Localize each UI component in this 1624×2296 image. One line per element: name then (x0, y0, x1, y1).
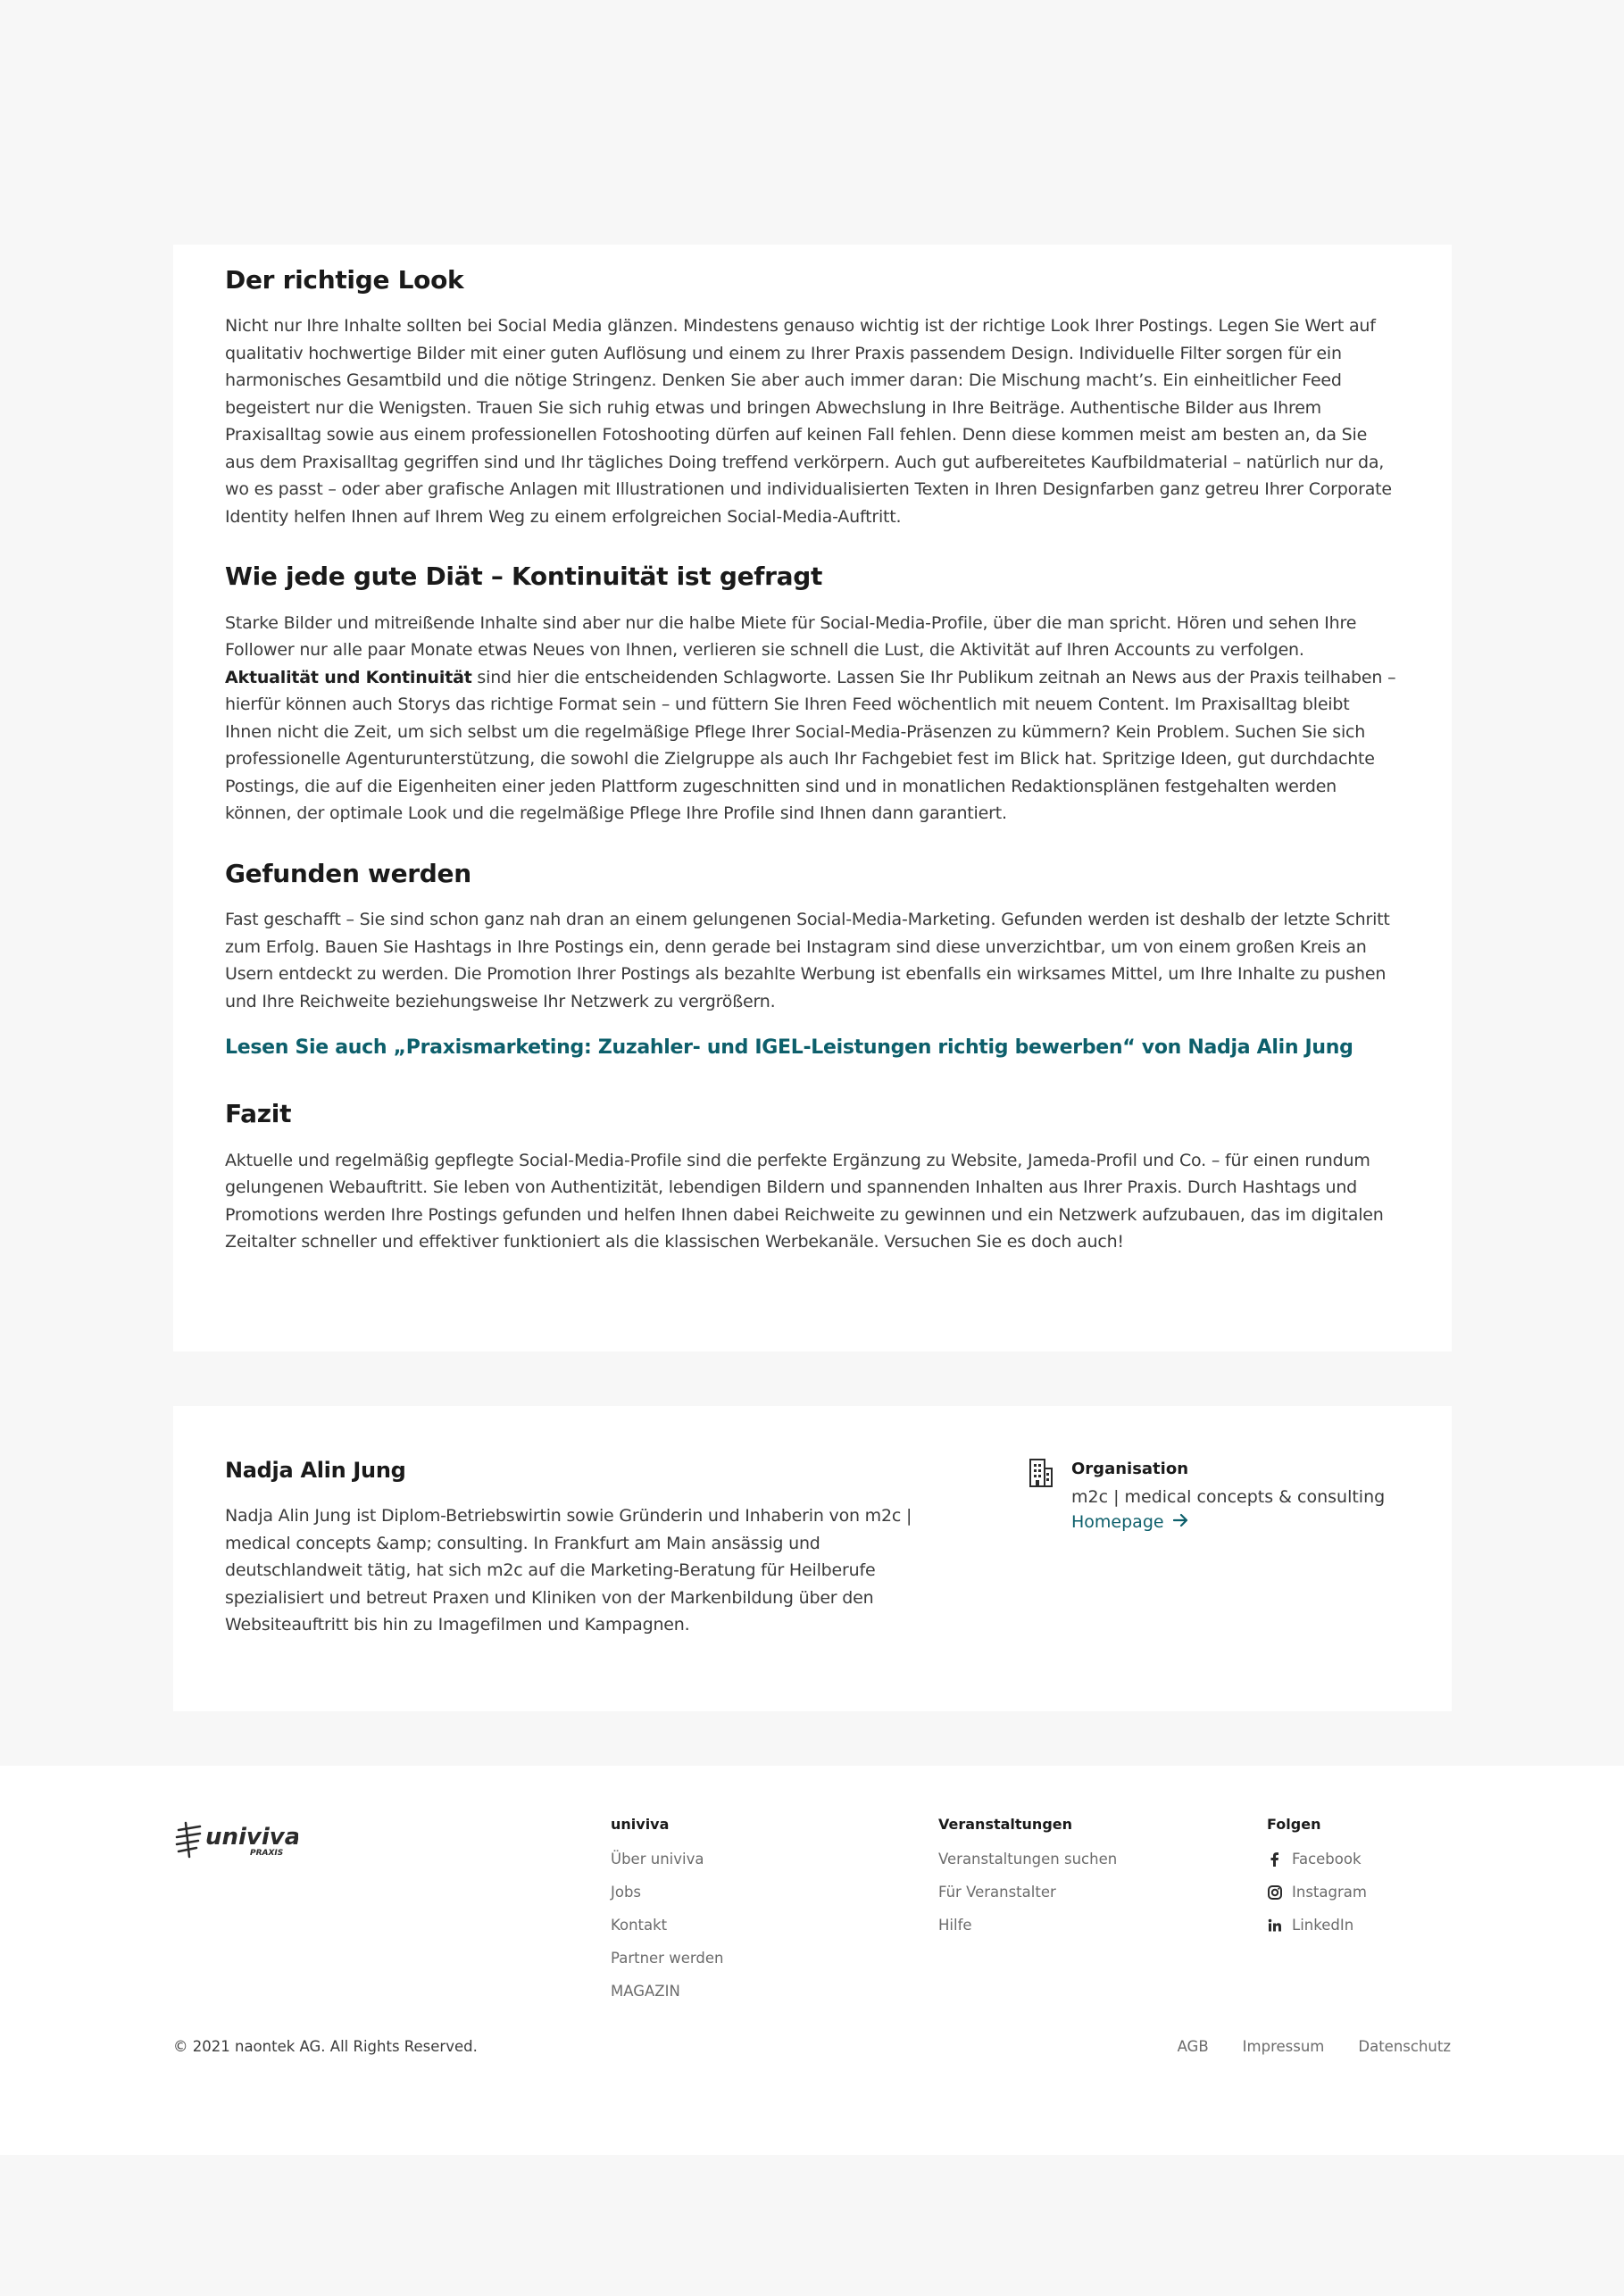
footer-link-about[interactable]: Über univiva (611, 1851, 704, 1868)
copyright: © 2021 naontek AG. All Rights Reserved. (173, 2038, 478, 2055)
section-paragraph: Aktuelle und regelmäßig gepflegte Social-Media-Profile sind die perfekte Ergänzung zu Website, Jameda-Profil und Co. – für einen rundum gelungenen Webauftritt. Sie leben von Authentizität, lebendigen Bildern und spannenden Inhalten aus Ihrer Praxis. Durch Hashtags und Promotions werden Ihre Postings gefunden und helfen Ihnen dabei Reichweite zu gewinnen und ein Netzwerk aufzubauen, das im digitalen Zeitalter schneller und effektiver funktioniert als die klassischen Werbekanäle. Versuchen Sie es doch auch! (225, 1150, 1384, 1252)
footer-col-follow (1267, 1816, 1367, 1950)
logo-text: univiva (205, 1824, 298, 1851)
article-section-conclusion (225, 1098, 1400, 1255)
homepage-link[interactable] (1071, 1512, 1189, 1532)
footer-col-events (938, 1816, 1117, 1950)
footer-link-contact[interactable]: Kontakt (611, 1917, 668, 1934)
section-paragraph: Fast geschafft – Sie sind schon ganz nah dran an einem gelungenen Social-Media-Marketing. Gefunden werden ist deshalb der letzte Schritt zum Erfolg. Bauen Sie Hashtags in Ihre Postings ein, denn gerade bei Instagram sind diese unverzichtbar, um von einem großen Kreis an Usern entdeckt zu werden. Die Promotion Ihrer Postings als bezahlte Werbung ist ebenfalls ein wirksames Mittel, um Ihre Inhalte zu pushen und Ihre Reichweite beziehungsweise Ihr Netzwerk zu vergrößern. (225, 910, 1390, 1011)
footer-link-list (611, 1851, 723, 2016)
section-paragraph: Nicht nur Ihre Inhalte sollten bei Social Media glänzen. Mindestens genauso wichtig ist der richtige Look Ihrer Postings. Legen Sie Wert auf qualitativ hochwertige Bilder mit einer guten Auflösung und einem zu Ihrer Praxis passendem Design. Individuelle Filter sorgen für ein harmonisches Gesamtbild und die nötige Stringenz. Denken Sie aber auch immer daran: Die Mischung macht’s. Ein einheitlicher Feed begeistert nur die Wenigsten. Trauen Sie sich ruhig etwas und bringen Abwechslung in Ihre Beiträge. Authentische Bilder aus Ihrem Praxisalltag sowie aus einem professionellen Fotoshooting dürfen auf keinen Fall fehlen. Denn diese kommen meist am besten an, da Sie aus dem Praxisalltag gegriffen sind und Ihr tägliches Doing treffend verkörpern. Auch gut aufbereitetes Kaufbildmaterial – natürlich nur da, wo es passt – oder aber grafische Anlagen mit Illustrationen und individualisierten Texten in Ihren Designfarben ganz getreu Ihrer Corporate Identity helfen Ihnen auf Ihrem Weg zu einem erfolgreichen Social-Media-Auftritt. (225, 316, 1392, 527)
footer (0, 1766, 1624, 2155)
instagram-icon (1267, 1884, 1283, 1901)
social-label: Facebook (1292, 1851, 1362, 1868)
linkedin-icon (1267, 1917, 1283, 1934)
legal-links (1178, 2038, 1451, 2055)
section-heading: Wie jede gute Diät – Kontinuität ist gefragt (225, 562, 823, 592)
logo-subtext: PRAXIS (250, 1849, 284, 1858)
article-section-found (225, 858, 1400, 1059)
facebook-icon (1267, 1851, 1283, 1868)
univiva-logo[interactable] (173, 1818, 298, 1862)
organisation-text (1071, 1458, 1411, 1532)
footer-col-title: univiva (611, 1816, 670, 1833)
social-label: LinkedIn (1292, 1917, 1354, 1934)
paragraph-text: Starke Bilder und mitreißende Inhalte sind aber nur die halbe Miete für Social-Media-Profile, über die man spricht. Hören und sehen Ihre Follower nur alle paar Monate etwas Neues von Ihnen, verlieren sie schnell die Lust, die Aktivität auf Ihren Accounts zu verfolgen. (225, 612, 1357, 661)
legal-link-impressum[interactable]: Impressum (1242, 2038, 1325, 2055)
footer-col-title: Veranstaltungen (938, 1816, 1073, 1833)
author-name: Nadja Alin Jung (225, 1458, 406, 1483)
footer-link-list (938, 1851, 1117, 1950)
legal-link-datenschutz[interactable]: Datenschutz (1358, 2038, 1451, 2055)
author-bio: Nadja Alin Jung ist Diplom-Betriebswirtin sowie Gründerin und Inhaberin von m2c | medical concepts &amp; consulting. In Frankfurt am Main ansässig und deutschlandweit tätig, hat sich m2c auf die Marketing-Beratung für Heilberufe spezialisiert und betreut Praxen und Kliniken von der Markenbildung über den Websiteauftritt bis hin zu Imagefilmen und Kampagnen. (225, 1506, 912, 1635)
footer-link-magazin[interactable]: MAGAZIN (611, 1983, 680, 2000)
organisation-name: m2c | medical concepts & consulting (1071, 1487, 1386, 1507)
footer-social-list (1267, 1851, 1367, 1950)
footer-link-instagram[interactable] (1267, 1884, 1367, 1917)
footer-col-univiva (611, 1816, 723, 2016)
read-also-link[interactable]: Lesen Sie auch „Praxismarketing: Zuzahler- und IGEL-Leistungen richtig bewerben“ von Nadja Alin Jung (225, 1036, 1353, 1060)
footer-link-jobs[interactable]: Jobs (611, 1884, 642, 1901)
building-icon (1029, 1458, 1054, 1488)
social-label: Instagram (1292, 1884, 1367, 1901)
section-paragraph (225, 610, 1400, 828)
paragraph-text: sind hier die entscheidenden Schlagworte. Lassen Sie Ihr Publikum zeitnah an News aus der Praxis teilhaben – hierfür können auch Storys das richtige Format sein – und füttern Sie Ihren Feed wöchentlich mit neuem Content. Im Praxisalltag bleibt Ihnen nicht die Zeit, um sich selbst um die regelmäßige Pflege Ihrer Social-Media-Präsenzen zu kümmern? Kein Problem. Suchen Sie sich professionelle Agenturunterstützung, die sowohl die Zielgruppe als auch Ihr Fachgebiet fest im Blick hat. Spritzige Ideen, gut durchdachte Postings, die auf die Eigenheiten einer jeden Plattform zugeschnitten sind und in monatlichen Redaktionsplänen festgehalten werden können, der optimale Look und die regelmäßige Pflege Ihre Profile sind Ihnen dann garantiert. (225, 667, 1396, 824)
footer-link-organizers[interactable]: Für Veranstalter (938, 1884, 1056, 1901)
article-card (173, 245, 1452, 1352)
footer-link-help[interactable]: Hilfe (938, 1917, 972, 1934)
arrow-right-icon (1173, 1512, 1189, 1532)
article-section-continuity (225, 561, 1400, 827)
organisation-label: Organisation (1071, 1460, 1189, 1478)
section-heading: Fazit (225, 1099, 292, 1129)
author-card (173, 1406, 1452, 1711)
footer-link-search-events[interactable]: Veranstaltungen suchen (938, 1851, 1118, 1868)
homepage-label: Homepage (1071, 1512, 1164, 1532)
footer-col-title: Folgen (1267, 1816, 1321, 1833)
article-section-look (225, 264, 1400, 530)
legal-link-agb[interactable]: AGB (1177, 2038, 1209, 2055)
footer-link-partner[interactable]: Partner werden (611, 1950, 724, 1967)
paragraph-bold: Aktualität und Kontinuität (225, 667, 472, 687)
section-heading: Gefunden werden (225, 858, 471, 888)
author-bio-block (225, 1458, 912, 1639)
section-heading: Der richtige Look (225, 265, 464, 295)
footer-link-facebook[interactable] (1267, 1851, 1367, 1884)
footer-link-linkedin[interactable] (1267, 1917, 1367, 1950)
